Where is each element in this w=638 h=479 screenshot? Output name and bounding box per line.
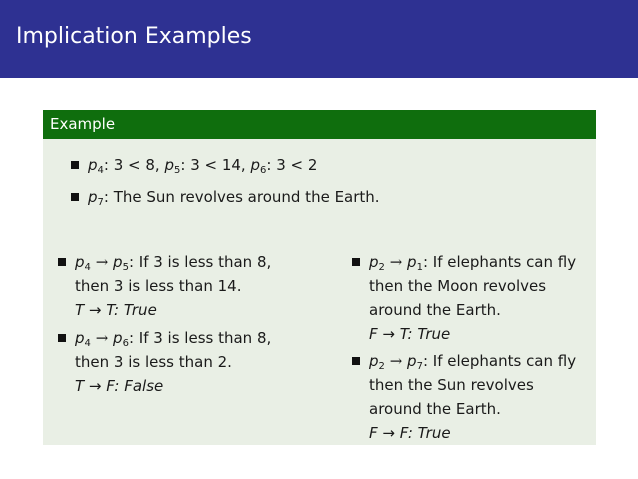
implication-line-3: around the Earth. — [369, 400, 501, 418]
list-item-p7 — [88, 185, 380, 209]
bullet-icon — [71, 161, 79, 169]
block-title-bar — [43, 110, 596, 139]
subscript: 4 — [97, 165, 104, 176]
truth-line: T → F: False — [75, 377, 164, 395]
bullet-icon — [58, 258, 66, 266]
bullet-icon — [352, 357, 360, 365]
statement-text: : 3 < 2 — [266, 156, 318, 174]
var-p: p — [88, 156, 98, 174]
bullet-icon — [71, 193, 79, 201]
implication-line-1: $p_2 \to p_1$: If elephants can fly — [369, 253, 577, 273]
slide-header — [0, 0, 638, 78]
implication-line-2: then the Moon revolves — [369, 277, 547, 295]
implication-line-2: then the Sun revolves — [369, 376, 534, 394]
implication-line-1: $p_4 \to p_6$: If 3 is less than 8, — [75, 329, 272, 349]
subscript: 5 — [174, 165, 181, 176]
var-p: p — [164, 156, 174, 174]
subscript: 6 — [260, 165, 267, 176]
list-item-propositions — [88, 153, 317, 177]
implication-line-1: $p_4 \to p_5$: If 3 is less than 8, — [75, 253, 272, 273]
var-p: p — [88, 188, 98, 206]
bullet-icon — [352, 258, 360, 266]
statement-text: : The Sun revolves around the Earth. — [103, 188, 380, 206]
implication-line-2: then 3 is less than 14. — [75, 277, 242, 295]
truth-line: F → T: True — [369, 325, 451, 343]
block-title: Example — [50, 115, 116, 133]
implication-line-1: $p_2 \to p_7$: If elephants can fly — [369, 352, 577, 372]
slide-title: Implication Examples — [16, 24, 252, 49]
implication-line-3: around the Earth. — [369, 301, 501, 319]
statement-text: : 3 < 14, — [180, 156, 251, 174]
subscript: 7 — [97, 197, 104, 208]
implication-line-2: then 3 is less than 2. — [75, 353, 232, 371]
bullet-icon — [58, 334, 66, 342]
truth-line: T → T: True — [75, 301, 157, 319]
var-p: p — [250, 156, 260, 174]
statement-text: : 3 < 8, — [103, 156, 165, 174]
truth-line: F → F: True — [369, 424, 451, 442]
